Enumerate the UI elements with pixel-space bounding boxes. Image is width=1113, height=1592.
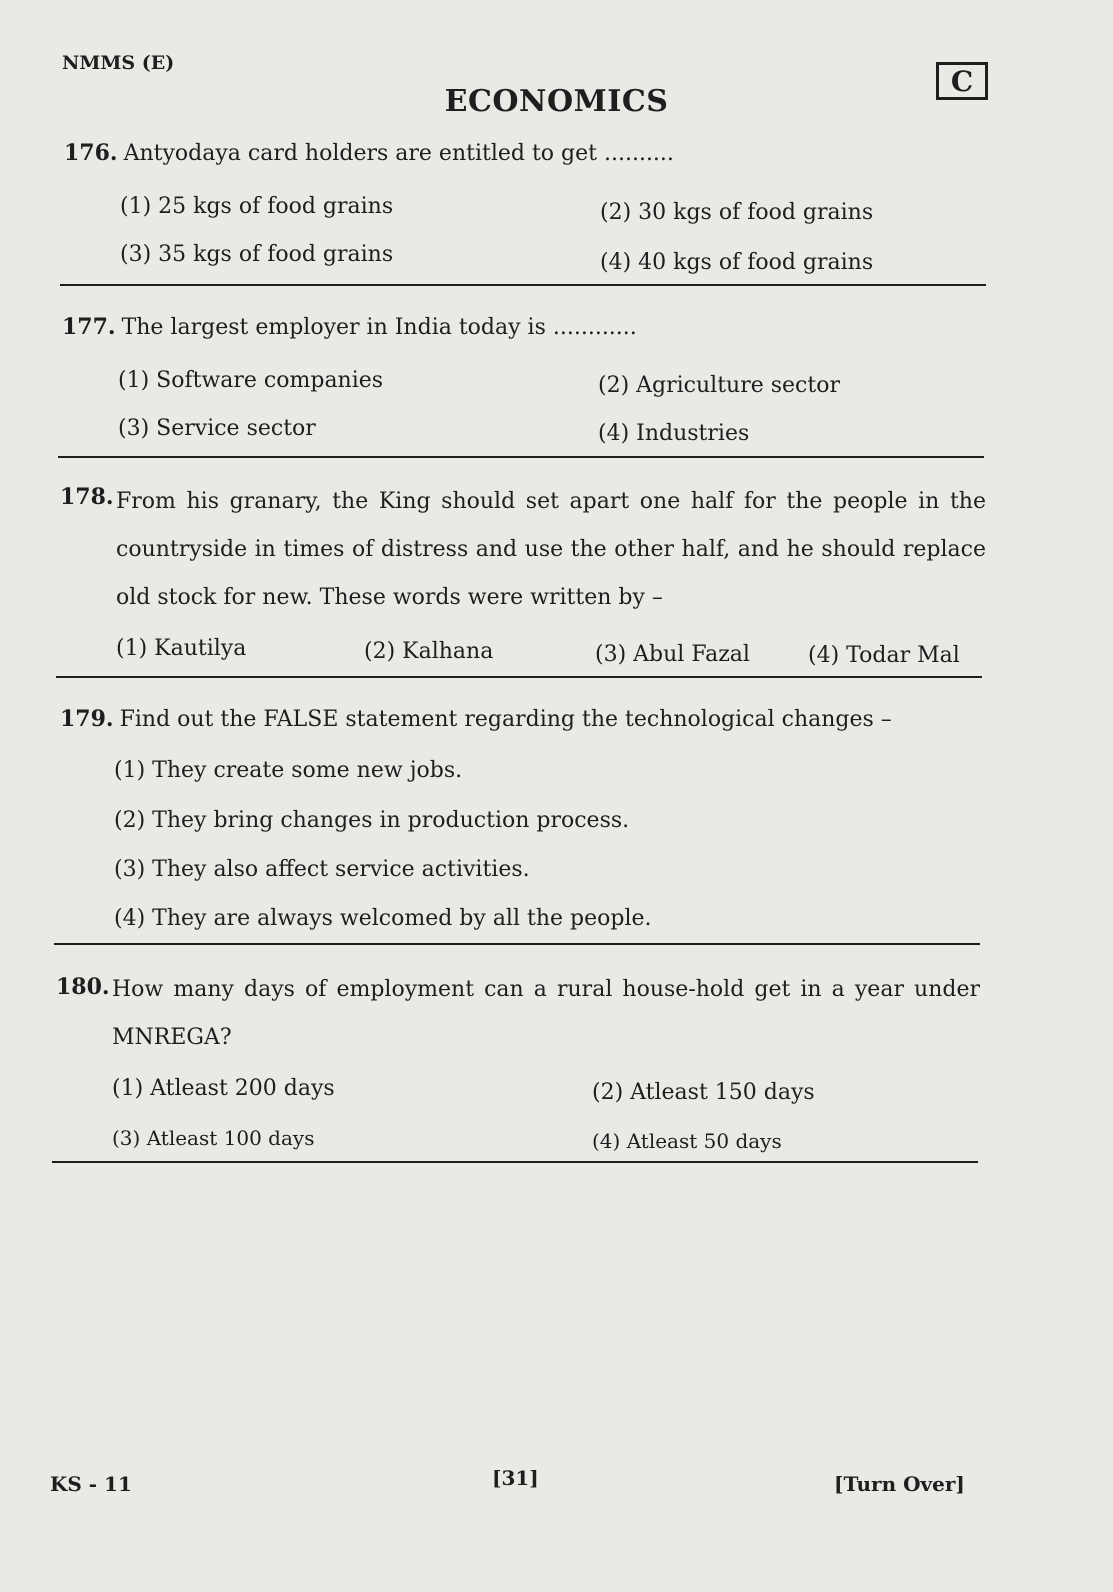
divider	[54, 943, 980, 945]
option-178-4[interactable]: (4) Todar Mal	[808, 643, 960, 668]
option-180-3[interactable]: (3) Atleast 100 days	[112, 1126, 315, 1150]
question-number: 176.	[64, 140, 118, 166]
question-176	[64, 140, 674, 166]
option-176-4[interactable]: (4) 40 kgs of food grains	[600, 250, 874, 275]
option-178-2[interactable]: (2) Kalhana	[364, 639, 494, 664]
question-177	[62, 314, 637, 340]
divider	[58, 456, 984, 458]
option-179-2[interactable]: (2) They bring changes in production process.	[114, 808, 630, 833]
option-178-1[interactable]: (1) Kautilya	[116, 636, 247, 661]
option-178-3[interactable]: (3) Abul Fazal	[595, 642, 750, 667]
section-title: ECONOMICS	[444, 84, 669, 119]
option-180-2[interactable]: (2) Atleast 150 days	[592, 1080, 815, 1105]
question-179	[60, 706, 892, 732]
option-177-2[interactable]: (2) Agriculture sector	[598, 373, 840, 398]
option-177-4[interactable]: (4) Industries	[598, 421, 750, 446]
page-number: [31]	[492, 1466, 539, 1490]
exam-code: NMMS (E)	[62, 52, 175, 74]
option-179-1[interactable]: (1) They create some new jobs.	[114, 758, 463, 783]
option-180-4[interactable]: (4) Atleast 50 days	[592, 1129, 782, 1153]
question-178-text: From his granary, the King should set apart one half for the people in the countryside in times of distress and use the other half, and he should replace old stock for new. These words were written by –	[116, 489, 986, 610]
option-176-2[interactable]: (2) 30 kgs of food grains	[600, 200, 874, 225]
option-179-3[interactable]: (3) They also affect service activities.	[114, 857, 530, 882]
option-176-3[interactable]: (3) 35 kgs of food grains	[120, 242, 394, 267]
option-176-1[interactable]: (1) 25 kgs of food grains	[120, 194, 394, 219]
question-number: 179.	[60, 706, 114, 732]
option-177-3[interactable]: (3) Service sector	[118, 416, 316, 441]
turn-over-label: [Turn Over]	[834, 1472, 965, 1496]
option-179-4[interactable]: (4) They are always welcomed by all the people.	[114, 906, 652, 931]
divider	[52, 1161, 978, 1163]
question-178-number: 178.	[60, 484, 114, 510]
question-text: Antyodaya card holders are entitled to get ..........	[123, 141, 674, 166]
question-text: Find out the FALSE statement regarding the technological changes –	[119, 707, 892, 732]
question-text: The largest employer in India today is ............	[121, 315, 637, 340]
footer-code: KS - 11	[50, 1472, 132, 1496]
option-180-1[interactable]: (1) Atleast 200 days	[112, 1076, 335, 1101]
question-180-text: How many days of employment can a rural house-hold get in a year under MNREGA?	[112, 977, 980, 1050]
option-177-1[interactable]: (1) Software companies	[118, 368, 384, 393]
divider	[60, 284, 986, 286]
question-number: 177.	[62, 314, 116, 340]
set-label-box: C	[936, 62, 988, 100]
question-180-number: 180.	[56, 974, 110, 1000]
divider	[56, 676, 982, 678]
